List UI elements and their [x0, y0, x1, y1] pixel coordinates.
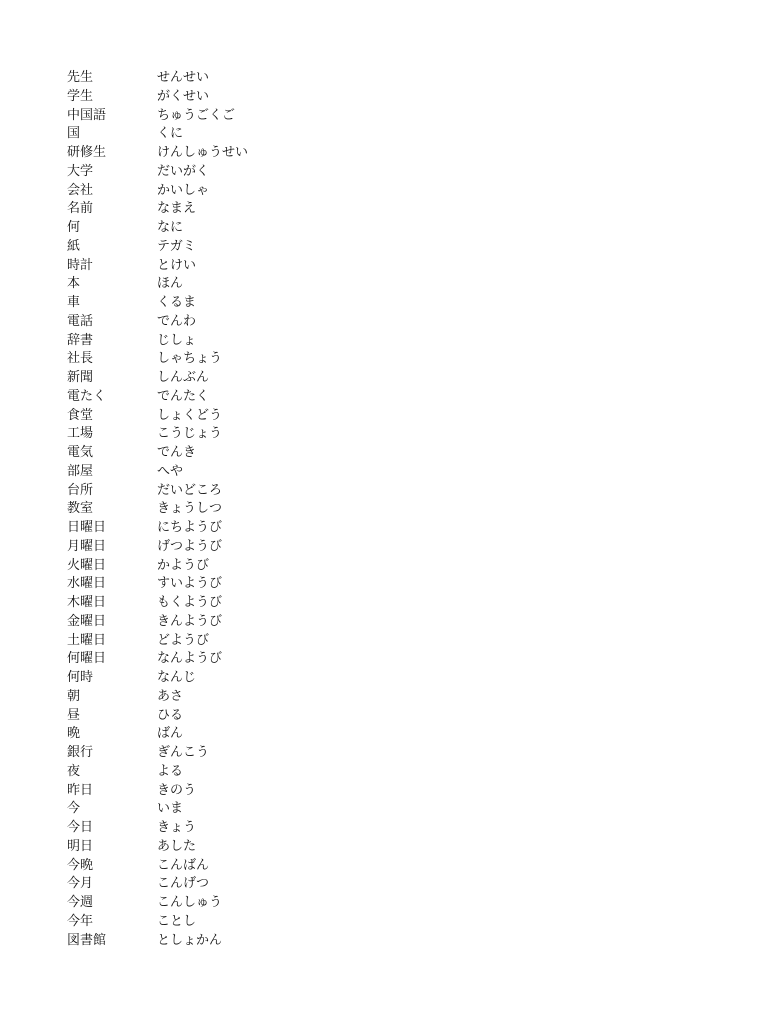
- vocab-word: 明日: [67, 838, 94, 854]
- vocab-reading: くに: [157, 126, 184, 142]
- vocab-reading: ひる: [157, 707, 184, 723]
- vocab-row: [67, 275, 248, 294]
- vocab-word: 月曜日: [67, 538, 107, 554]
- vocab-reading: がくせい: [157, 88, 210, 104]
- vocab-reading: こんばん: [157, 857, 210, 873]
- vocab-reading: きょうしつ: [157, 501, 223, 517]
- vocab-reading: きょう: [157, 820, 197, 835]
- vocab-row: [67, 463, 248, 482]
- vocab-word: 何曜日: [67, 651, 107, 667]
- vocab-row: [67, 875, 248, 894]
- vocab-reading: せんせい: [157, 70, 210, 85]
- vocab-word: 名前: [67, 201, 94, 217]
- vocab-row: [67, 294, 248, 313]
- vocab-row: [67, 857, 248, 876]
- vocab-row: [67, 782, 248, 801]
- vocab-reading: こんしゅう: [157, 895, 223, 910]
- vocab-word: 車: [67, 295, 81, 310]
- vocab-word: 社長: [67, 351, 94, 367]
- vocab-word: 火曜日: [67, 557, 107, 573]
- vocab-reading: ちゅうごくご: [157, 107, 236, 123]
- vocab-row: [67, 744, 248, 763]
- vocab-word: 工場: [67, 426, 94, 442]
- vocab-row: [67, 800, 248, 819]
- vocab-row: [67, 538, 248, 557]
- vocab-row: [67, 144, 248, 163]
- vocab-word: 木曜日: [67, 595, 107, 610]
- vocab-word: 時計: [67, 257, 94, 273]
- vocab-row: [67, 163, 248, 182]
- vocab-reading: あした: [157, 838, 197, 854]
- vocab-reading: もくようび: [157, 595, 223, 610]
- vocab-word: 金曜日: [67, 613, 107, 629]
- vocab-word: 今晩: [67, 857, 94, 873]
- vocab-row: [67, 369, 248, 388]
- vocab-reading: こんげつ: [157, 876, 210, 892]
- vocab-row: [67, 932, 248, 951]
- vocab-row: [67, 688, 248, 707]
- vocab-row: [67, 332, 248, 351]
- vocab-word: 教室: [67, 501, 94, 517]
- vocab-word: 先生: [67, 70, 94, 85]
- vocab-word: 図書館: [67, 932, 107, 948]
- vocab-reading: しょくどう: [157, 407, 223, 423]
- vocab-reading: でんき: [157, 445, 197, 460]
- vocab-reading: としょかん: [157, 932, 223, 948]
- vocab-word: 何: [67, 220, 81, 235]
- vocab-reading: とけい: [157, 257, 197, 273]
- vocab-reading: どようび: [157, 632, 210, 648]
- vocab-row: [67, 913, 248, 932]
- vocab-row: [67, 575, 248, 594]
- vocabulary-list: [67, 69, 248, 950]
- vocab-reading: ほん: [157, 276, 184, 292]
- vocab-word: 電話: [67, 313, 94, 329]
- vocab-reading: ぎんこう: [157, 745, 210, 760]
- vocab-word: 学生: [67, 88, 94, 104]
- vocab-word: 昼: [67, 707, 81, 723]
- vocab-word: 今: [67, 801, 81, 817]
- vocab-reading: なまえ: [157, 201, 197, 217]
- vocab-word: 食堂: [67, 407, 94, 423]
- vocab-reading: あさ: [157, 688, 184, 704]
- vocab-word: 電気: [67, 445, 94, 460]
- vocab-row: [67, 650, 248, 669]
- vocab-row: [67, 107, 248, 126]
- vocab-reading: じしょ: [157, 332, 197, 348]
- vocab-reading: なんじ: [157, 670, 197, 685]
- vocab-row: [67, 707, 248, 726]
- vocab-word: 銀行: [67, 745, 94, 760]
- vocab-row: [67, 219, 248, 238]
- vocab-row: [67, 125, 248, 144]
- vocab-reading: だいどころ: [157, 482, 223, 498]
- vocab-word: 本: [67, 276, 81, 292]
- vocab-row: [67, 425, 248, 444]
- vocab-word: 今年: [67, 913, 94, 929]
- vocab-reading: けんしゅうせい: [157, 145, 249, 160]
- vocab-word: 辞書: [67, 332, 94, 348]
- vocab-word: 部屋: [67, 463, 94, 479]
- vocab-word: 今日: [67, 820, 94, 835]
- vocab-word: 今週: [67, 895, 94, 910]
- vocab-reading: よる: [157, 763, 184, 779]
- vocab-reading: ことし: [157, 913, 197, 929]
- vocab-word: 大学: [67, 163, 94, 179]
- vocab-row: [67, 594, 248, 613]
- vocab-reading: だいがく: [157, 163, 210, 179]
- vocab-row: [67, 669, 248, 688]
- vocab-word: 研修生: [67, 145, 107, 160]
- vocab-reading: しゃちょう: [157, 351, 223, 367]
- vocab-row: [67, 88, 248, 107]
- vocab-row: [67, 313, 248, 332]
- vocab-reading: でんわ: [157, 313, 197, 329]
- vocab-word: 夜: [67, 763, 81, 779]
- vocab-word: 水曜日: [67, 576, 107, 592]
- vocab-word: 昨日: [67, 782, 94, 798]
- vocab-word: 今月: [67, 876, 94, 892]
- vocab-reading: こうじょう: [157, 426, 223, 442]
- vocab-row: [67, 500, 248, 519]
- vocab-word: 晩: [67, 726, 81, 742]
- vocab-word: 台所: [67, 482, 94, 498]
- vocab-row: [67, 200, 248, 219]
- vocab-word: 会社: [67, 182, 94, 198]
- vocab-word: 新聞: [67, 370, 94, 385]
- vocab-row: [67, 238, 248, 257]
- vocab-row: [67, 69, 248, 88]
- vocab-reading: すいようび: [157, 576, 223, 592]
- vocab-row: [67, 350, 248, 369]
- vocab-row: [67, 557, 248, 576]
- vocab-reading: テガミ: [157, 238, 196, 254]
- vocab-row: [67, 257, 248, 276]
- vocab-reading: なんようび: [157, 651, 223, 667]
- vocab-row: [67, 725, 248, 744]
- vocab-reading: きのう: [157, 782, 197, 798]
- vocab-reading: かようび: [157, 557, 210, 573]
- vocab-row: [67, 894, 248, 913]
- vocab-word: 土曜日: [67, 632, 107, 648]
- vocab-word: 日曜日: [67, 520, 107, 535]
- vocab-row: [67, 444, 248, 463]
- vocab-word: 朝: [67, 688, 81, 704]
- vocab-reading: げつようび: [157, 538, 223, 554]
- vocab-row: [67, 763, 248, 782]
- vocab-reading: にちようび: [157, 520, 223, 535]
- vocab-reading: へや: [157, 463, 184, 479]
- vocab-word: 何時: [67, 670, 94, 685]
- vocab-row: [67, 182, 248, 201]
- vocab-row: [67, 388, 248, 407]
- vocab-reading: でんたく: [157, 388, 210, 404]
- vocab-reading: いま: [157, 801, 184, 817]
- vocab-row: [67, 482, 248, 501]
- vocab-row: [67, 632, 248, 651]
- vocab-row: [67, 519, 248, 538]
- vocab-row: [67, 407, 248, 426]
- vocab-word: 紙: [67, 238, 81, 254]
- vocab-word: 中国語: [67, 107, 107, 123]
- vocab-reading: なに: [157, 220, 184, 235]
- vocab-row: [67, 819, 248, 838]
- vocab-row: [67, 838, 248, 857]
- vocab-reading: ばん: [157, 726, 184, 742]
- vocab-row: [67, 613, 248, 632]
- vocab-reading: しんぶん: [157, 370, 210, 385]
- vocab-reading: かいしゃ: [157, 182, 210, 198]
- vocab-word: 電たく: [67, 388, 107, 404]
- vocab-word: 国: [67, 126, 81, 142]
- vocab-reading: きんようび: [157, 613, 223, 629]
- vocab-reading: くるま: [157, 295, 197, 310]
